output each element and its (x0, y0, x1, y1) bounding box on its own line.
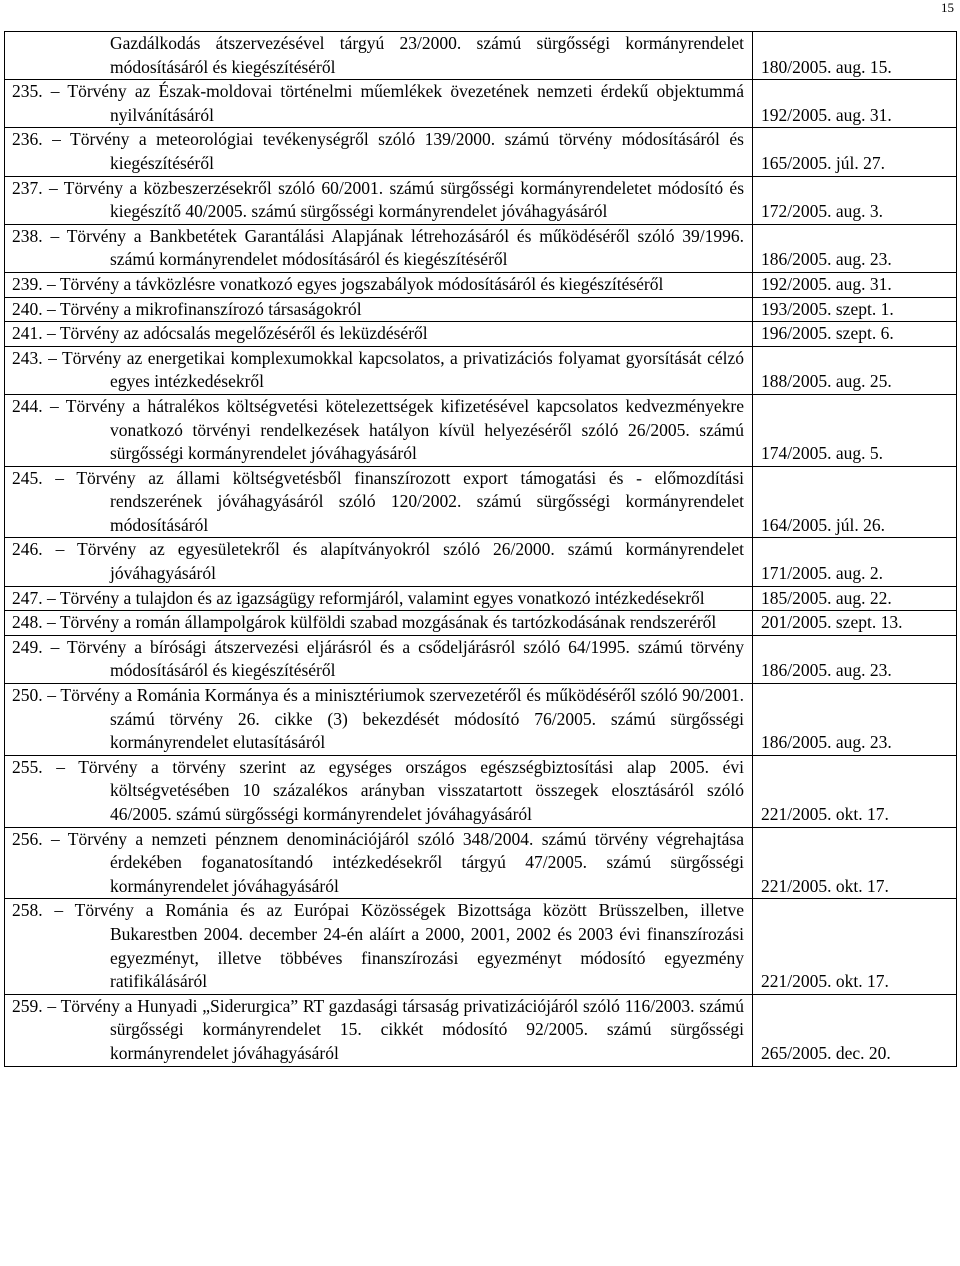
act-number: 250. (12, 685, 43, 706)
act-title: Törvény a Románia Kormánya és a minisztériumok szervezetéről és működéséről szóló 90/2001. számú törvény 26. cikke (3) bekezdését módosító 76/2005. számú sürgősségi kormányrendelet elutasításáról (60, 685, 745, 753)
table-row (5, 80, 957, 128)
act-title-cell (5, 586, 753, 611)
act-title-cell (5, 538, 753, 586)
gazette-reference: 192/2005. aug. 31. (753, 272, 957, 297)
act-entry: 248. – Törvény a román állampolgárok külföldi szabad mozgásának és tartózkodásának rendszeréről (12, 612, 717, 633)
act-title: Törvény az egyesületekről és alapítványokról szóló 26/2000. számú kormányrendelet jóváhagyásáról (77, 539, 745, 584)
act-entry: 241. – Törvény az adócsalás megelőzéséről és leküzdéséről (12, 323, 428, 344)
act-title-cell (5, 611, 753, 636)
gazette-reference: 180/2005. aug. 15. (753, 32, 957, 80)
act-number: 237. (12, 177, 43, 198)
act-title: Törvény az Észak-moldovai történelmi műemlékek övezetének nemzeti érdekű objektummá nyilvánításáról (67, 81, 744, 125)
act-title-cell (5, 466, 753, 538)
gazette-reference: 186/2005. aug. 23. (753, 224, 957, 272)
act-entry: 255. – Törvény a törvény szerint az egységes országos egészségbiztosítási alap 2005. évi költségvetésében 10 százalékos arányban visszatartott összegek elosztásáról szóló 46/2005. számú sürgősségi kormányrendelet jóváhagyásáról (12, 756, 745, 824)
table-row (5, 586, 957, 611)
table-row (5, 128, 957, 176)
gazette-reference: 185/2005. aug. 22. (753, 586, 957, 611)
act-entry: 239. – Törvény a távközlésre vonatkozó egyes jogszabályok módosításáról és kiegészítéséről (12, 273, 664, 294)
act-number: 247. (12, 587, 43, 608)
act-title-cell (5, 827, 753, 899)
table-row (5, 538, 957, 586)
act-entry: 247. – Törvény a tulajdon és az igazságügy reformjáról, valamint egyes vonatkozó intézkedésekről (12, 587, 705, 608)
table-row (5, 176, 957, 224)
act-title: Törvény a Bankbetétek Garantálási Alapjának létrehozásáról és működéséről szóló 39/1996. számú kormányrendelet módosításáról és kiegészítéséről (66, 225, 745, 270)
act-title: Törvény a Románia és az Európai Közösségek Bizottsága között Brüsszelben, illetve Bukarestben 2004. december 24-én aláírt a 2000, 2001, 2002 és 2003 évi finanszírozási egyezményt, illetve többéves finanszírozási egyezményt módosító egyezmény ratifikálásáról (74, 900, 744, 992)
act-entry: 235. – Törvény az Észak-moldovai történelmi műemlékek övezetének nemzeti érdekű objektummá nyilvánításáról (12, 81, 744, 125)
act-entry: 249. – Törvény a bírósági átszervezési eljárásról és a csődeljárásról szóló 64/1995. számú törvény módosításáról és kiegészítéséről (12, 636, 744, 681)
act-entry: 236. – Törvény a meteorológiai tevékenységről szóló 139/2000. számú törvény módosításáról és kiegészítéséről (12, 129, 744, 173)
act-title-cell (5, 322, 753, 347)
act-title-cell (5, 346, 753, 394)
gazette-reference: 188/2005. aug. 25. (753, 346, 957, 394)
act-title: Törvény a hátralékos költségvetési kötelezettségek kifizetésével kapcsolatos kedvezményekre vonatkozó törvényi rendelkezések hatályon kívül helyezéséről szóló 26/2005. számú sürgősségi kormányrendelet jóváhagyásáról (65, 395, 744, 464)
table-row (5, 684, 957, 756)
act-title-cell (5, 224, 753, 272)
act-title: Törvény a mikrofinanszírozó társaságokról (59, 298, 362, 319)
act-number: 246. (12, 539, 43, 560)
act-title: Törvény a közbeszerzésekről szóló 60/2001. számú sürgősségi kormányrendeletet módosító és kiegészítő 40/2005. számú sürgősségi kormányrendelet jóváhagyásáról (63, 177, 744, 222)
table-row (5, 32, 957, 80)
act-number: 236. (12, 129, 43, 150)
gazette-reference: 165/2005. júl. 27. (753, 128, 957, 176)
table-row (5, 899, 957, 994)
act-number: 249. (12, 636, 43, 657)
act-title: Törvény a meteorológiai tevékenységről szóló 139/2000. számú törvény módosításáról és kiegészítéséről (70, 129, 744, 173)
table-row (5, 297, 957, 322)
act-title: Törvény a törvény szerint az egységes országos egészségbiztosítási alap 2005. évi költségvetésében 10 százalékos arányban visszatartott összegek elosztásáról szóló 46/2005. számú sürgősségi kormányrendelet jóváhagyásáról (78, 756, 745, 824)
act-title-cell (5, 684, 753, 756)
act-number: 239. (12, 273, 43, 294)
act-title: Törvény a Hunyadi „Siderurgica” RT gazdasági társaság privatizációjáról szóló 116/2003. számú sürgősségi kormányrendelet 15. cikkét módosító 92/2005. számú sürgősségi kormányrendelet jóváhagyásáról (60, 995, 745, 1063)
act-entry: 238. – Törvény a Bankbetétek Garantálási Alapjának létrehozásáról és működéséről szóló 39/1996. számú kormányrendelet módosításáról és kiegészítéséről (12, 225, 745, 270)
act-title: Törvény a nemzeti pénznem denominációjáról szóló 348/2004. számú törvény végrehajtása érdekében foganatosítandó intézkedésekről tárgyú 47/2005. számú sürgősségi kormányrendelet jóváhagyásáról (67, 828, 744, 896)
act-title-cell (5, 755, 753, 827)
act-number: 235. (12, 81, 43, 102)
act-title: Törvény a tulajdon és az igazságügy reformjáról, valamint egyes vonatkozó intézkedésekről (59, 587, 705, 608)
gazette-reference: 186/2005. aug. 23. (753, 684, 957, 756)
gazette-reference: 196/2005. szept. 6. (753, 322, 957, 347)
act-number: 238. (12, 225, 43, 246)
act-entry: 250. – Törvény a Románia Kormánya és a minisztériumok szervezetéről és működéséről szóló 90/2001. számú törvény 26. cikke (3) bekezdését módosító 76/2005. számú sürgősségi kormányrendelet elutasításáról (12, 685, 745, 753)
act-title-cell (5, 80, 753, 128)
act-title: Törvény az állami költségvetésből finanszírozott export támogatási és - előmozdítási rendszerének jóváhagyásáról szóló 120/2002. számú sürgősségi kormányrendelet módosításáról (76, 467, 745, 535)
act-title-cell (5, 176, 753, 224)
gazette-reference: 221/2005. okt. 17. (753, 755, 957, 827)
table-row (5, 755, 957, 827)
table-row (5, 394, 957, 466)
act-number: 259. (12, 995, 43, 1016)
gazette-reference: 265/2005. dec. 20. (753, 994, 957, 1066)
act-entry (12, 32, 744, 79)
act-entry: 240. – Törvény a mikrofinanszírozó társaságokról (12, 298, 362, 319)
gazette-reference: 174/2005. aug. 5. (753, 394, 957, 466)
act-number: 258. (12, 900, 43, 921)
act-number: 240. (12, 298, 43, 319)
act-entry: 243. – Törvény az energetikai komplexumokkal kapcsolatos, a privatizációs folyamat gyorsítását célzó egyes intézkedésekről (12, 347, 744, 392)
table-row (5, 466, 957, 538)
table-row (5, 611, 957, 636)
act-title-cell (5, 128, 753, 176)
act-title-cell (5, 899, 753, 994)
act-entry: 237. – Törvény a közbeszerzésekről szóló 60/2001. számú sürgősségi kormányrendeletet módosító és kiegészítő 40/2005. számú sürgősségi kormányrendelet jóváhagyásáról (12, 177, 744, 222)
act-number: 241. (12, 323, 43, 344)
act-number: 248. (12, 612, 43, 633)
act-number: 243. (12, 347, 43, 368)
gazette-reference: 171/2005. aug. 2. (753, 538, 957, 586)
table-row (5, 224, 957, 272)
legislation-table-body (5, 32, 957, 1067)
gazette-reference: 192/2005. aug. 31. (753, 80, 957, 128)
table-row (5, 322, 957, 347)
act-number: 245. (12, 467, 43, 488)
table-row (5, 635, 957, 683)
table-row (5, 272, 957, 297)
act-title: Törvény az energetikai komplexumokkal kapcsolatos, a privatizációs folyamat gyorsítását célzó egyes intézkedésekről (61, 347, 744, 392)
act-number: 255. (12, 756, 43, 777)
table-row (5, 994, 957, 1066)
act-title: Törvény a román állampolgárok külföldi szabad mozgásának és tartózkodásának rendszeréről (59, 612, 717, 633)
act-title-cell (5, 32, 753, 80)
act-title-cell (5, 272, 753, 297)
act-title-cell (5, 394, 753, 466)
act-title-cell (5, 994, 753, 1066)
act-entry: 246. – Törvény az egyesületekről és alapítványokról szóló 26/2000. számú kormányrendelet jóváhagyásáról (12, 539, 745, 584)
act-title: Törvény a távközlésre vonatkozó egyes jogszabályok módosításáról és kiegészítéséről (59, 273, 664, 294)
gazette-reference: 164/2005. júl. 26. (753, 466, 957, 538)
act-entry: 258. – Törvény a Románia és az Európai Közösségek Bizottsága között Brüsszelben, illetve Bukarestben 2004. december 24-én aláírt a 2000, 2001, 2002 és 2003 évi finanszírozási egyezményt, illetve többéves finanszírozási egyezményt módosító egyezmény ratifikálásáról (12, 900, 744, 992)
act-entry: 256. – Törvény a nemzeti pénznem denominációjáról szóló 348/2004. számú törvény végrehajtása érdekében foganatosítandó intézkedésekről tárgyú 47/2005. számú sürgősségi kormányrendelet jóváhagyásáról (12, 828, 744, 896)
act-entry: 245. – Törvény az állami költségvetésből finanszírozott export támogatási és - előmozdítási rendszerének jóváhagyásáról szóló 120/2002. számú sürgősségi kormányrendelet módosításáról (12, 467, 745, 535)
gazette-reference: 193/2005. szept. 1. (753, 297, 957, 322)
act-title-cell (5, 635, 753, 683)
act-title: Törvény az adócsalás megelőzéséről és leküzdéséről (59, 323, 428, 344)
table-row (5, 827, 957, 899)
table-row (5, 346, 957, 394)
page-number: 15 (941, 0, 954, 15)
act-title: Törvény a bírósági átszervezési eljárásról és a csődeljárásról szóló 64/1995. számú törvény módosításáról és kiegészítéséről (66, 636, 744, 681)
gazette-reference: 172/2005. aug. 3. (753, 176, 957, 224)
gazette-reference: 186/2005. aug. 23. (753, 635, 957, 683)
act-title-cell (5, 297, 753, 322)
act-entry: 244. – Törvény a hátralékos költségvetési kötelezettségek kifizetésével kapcsolatos kedvezményekre vonatkozó törvényi rendelkezések hatályon kívül helyezéséről szóló 26/2005. számú sürgősségi kormányrendelet jóváhagyásáról (12, 395, 744, 464)
act-number: 244. (12, 395, 43, 416)
act-entry: 259. – Törvény a Hunyadi „Siderurgica” RT gazdasági társaság privatizációjáról szóló 116/2003. számú sürgősségi kormányrendelet 15. cikkét módosító 92/2005. számú sürgősségi kormányrendelet jóváhagyásáról (12, 995, 745, 1063)
legislation-table (4, 31, 957, 1067)
act-number: 256. (12, 828, 43, 849)
act-title: Gazdálkodás átszervezésével tárgyú 23/2000. számú sürgősségi kormányrendelet módosításáról és kiegészítéséről (110, 33, 744, 77)
gazette-reference: 201/2005. szept. 13. (753, 611, 957, 636)
gazette-reference: 221/2005. okt. 17. (753, 827, 957, 899)
gazette-reference: 221/2005. okt. 17. (753, 899, 957, 994)
